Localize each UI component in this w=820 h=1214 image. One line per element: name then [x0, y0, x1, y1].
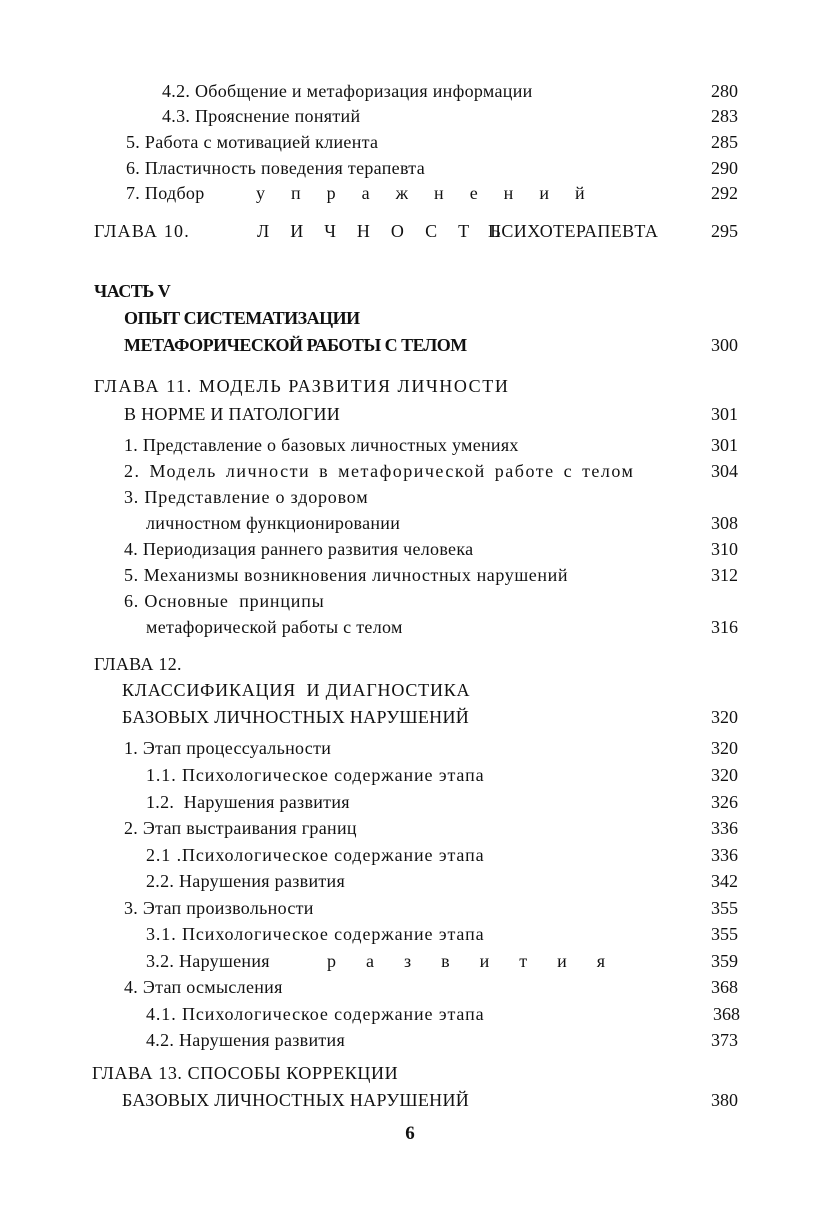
toc-entry-page: 304	[711, 461, 738, 481]
toc-entry-page: 368	[713, 1004, 740, 1024]
toc-entry-title: 1.2. Нарушения развития	[146, 792, 350, 812]
toc-entry-page: 355	[711, 898, 738, 918]
toc-entry-page: 280	[711, 81, 738, 101]
toc-chapter-title-line1: ГЛАВА 13. СПОСОБЫ КОРРЕКЦИИ	[92, 1063, 399, 1083]
toc-chapter-title-spread: ЛИЧНОСТЬ	[257, 221, 522, 241]
toc-entry-page: 301	[711, 404, 738, 424]
toc-chapter-title-line2: БАЗОВЫХ ЛИЧНОСТНЫХ НАРУШЕНИЙ	[122, 707, 470, 727]
toc-entry-page: 326	[711, 792, 738, 812]
toc-entry-page: 320	[711, 707, 738, 727]
toc-entry	[0, 562, 820, 588]
toc-entry-title: 7. Подбор	[126, 183, 205, 203]
toc-chapter-title: ПСИХОТЕРАПЕВТА	[488, 221, 659, 241]
toc-entry-title: 4.2. Нарушения развития	[146, 1030, 346, 1050]
toc-entry-title: 4.2. Обобщение и метафоризация информации	[162, 81, 533, 101]
toc-entry	[0, 842, 820, 868]
toc-entry	[0, 588, 820, 614]
toc-entry-title: 3.2. Нарушения	[146, 951, 270, 971]
toc-entry	[0, 868, 820, 894]
toc-entry-page: 292	[711, 183, 738, 203]
toc-chapter	[0, 373, 820, 399]
toc-entry-title: 3. Этап произвольности	[124, 898, 314, 918]
toc-chapter	[0, 1060, 820, 1086]
toc-entry-page: 295	[711, 221, 738, 241]
toc-entry-title: 2.1 .Психологическое содержание этапа	[146, 845, 485, 865]
toc-part-title	[0, 305, 820, 331]
toc-entry	[0, 921, 820, 947]
toc-entry-page: 308	[711, 513, 738, 533]
toc-entry-page: 373	[711, 1030, 738, 1050]
toc-part-title	[0, 332, 820, 358]
toc-chapter	[0, 651, 820, 677]
toc-entry	[0, 78, 820, 104]
toc-entry	[0, 1027, 820, 1053]
toc-entry-title: 6. Пластичность поведения терапевта	[126, 158, 425, 178]
toc-entry-page: 310	[711, 539, 738, 559]
toc-entry	[0, 974, 820, 1000]
toc-entry-page: 342	[711, 871, 738, 891]
toc-entry-title-line2: личностном функционировании	[146, 513, 401, 533]
toc-chapter	[0, 704, 820, 730]
toc-entry-title-spread: упражнений	[256, 183, 611, 203]
toc-entry-title: 1.1. Психологическое содержание этапа	[146, 765, 485, 785]
toc-chapter-label: ГЛАВА 10.	[94, 221, 190, 241]
toc-entry	[0, 815, 820, 841]
toc-part	[0, 278, 820, 304]
toc-entry-title: 2.2. Нарушения развития	[146, 871, 346, 891]
toc-entry	[0, 1001, 820, 1027]
toc-entry	[0, 536, 820, 562]
toc-entry-title: 5. Работа с мотивацией клиента	[126, 132, 379, 152]
toc-chapter	[0, 401, 820, 427]
toc-entry	[0, 735, 820, 761]
toc-chapter-label: ГЛАВА 12.	[94, 654, 182, 674]
toc-entry-page: 316	[711, 617, 738, 637]
toc-entry	[0, 484, 820, 510]
toc-entry-title: 2. Этап выстраивания границ	[124, 818, 357, 838]
toc-entry	[0, 155, 820, 181]
toc-entry	[0, 458, 820, 484]
toc-entry-page: 336	[711, 845, 738, 865]
toc-entry	[0, 129, 820, 155]
toc-entry-title: 4. Этап осмысления	[124, 977, 283, 997]
toc-entry	[0, 948, 820, 974]
toc-entry-title: 4.1. Психологическое содержание этапа	[146, 1004, 485, 1024]
toc-entry-page: 359	[711, 951, 738, 971]
toc-entry-title: 6. Основные принципы	[124, 591, 325, 611]
toc-entry-page: 312	[711, 565, 738, 585]
page-number: 6	[405, 1123, 415, 1144]
toc-part-label: ЧАСТЬ V	[94, 281, 171, 301]
toc-entry-page: 320	[711, 738, 738, 758]
toc-entry-title: 4. Периодизация раннего развития человека	[124, 539, 474, 559]
toc-entry-page: 355	[711, 924, 738, 944]
toc-entry	[0, 510, 820, 536]
toc-entry-page: 285	[711, 132, 738, 152]
toc-entry-title: 1. Этап процессуальности	[124, 738, 332, 758]
toc-chapter	[0, 218, 820, 244]
toc-entry-title: 4.3. Прояснение понятий	[162, 106, 361, 126]
toc-chapter-title-line2: В НОРМЕ И ПАТОЛОГИИ	[124, 404, 341, 424]
toc-entry-page: 336	[711, 818, 738, 838]
toc-chapter-title: ГЛАВА 11. МОДЕЛЬ РАЗВИТИЯ ЛИЧНОСТИ	[94, 376, 510, 396]
toc-entry-title: 2. Модель личности в метафорической работе с телом	[124, 461, 635, 481]
toc-chapter	[0, 677, 820, 703]
toc-entry-page: 368	[711, 977, 738, 997]
toc-entry	[0, 895, 820, 921]
toc-entry	[0, 614, 820, 640]
toc-entry-title: 3. Представление о здоровом	[124, 487, 369, 507]
toc-entry	[0, 762, 820, 788]
toc-entry-page: 283	[711, 106, 738, 126]
toc-entry-page: 301	[711, 435, 738, 455]
toc-entry-title-spread: развития	[327, 951, 636, 971]
toc-entry-title: 1. Представление о базовых личностных умениях	[124, 435, 519, 455]
toc-entry	[0, 180, 820, 206]
toc-entry-page: 320	[711, 765, 738, 785]
toc-chapter	[0, 1087, 820, 1113]
toc-entry	[0, 789, 820, 815]
toc-entry-title: 5. Механизмы возникновения личностных нарушений	[124, 565, 569, 585]
toc-part-title-line2: МЕТАФОРИЧЕСКОЙ РАБОТЫ С ТЕЛОМ	[124, 335, 467, 355]
toc-entry	[0, 103, 820, 129]
toc-chapter-title-line2: БАЗОВЫХ ЛИЧНОСТНЫХ НАРУШЕНИЙ	[122, 1090, 470, 1110]
toc-entry-page: 290	[711, 158, 738, 178]
toc-entry-page: 380	[711, 1090, 738, 1110]
toc-entry-page: 300	[711, 335, 738, 355]
toc-entry-title-line2: метафорической работы с телом	[146, 617, 403, 637]
toc-part-title-line1: ОПЫТ СИСТЕМАТИЗАЦИИ	[124, 308, 360, 328]
toc-chapter-title-line1: КЛАССИФИКАЦИЯ И ДИАГНОСТИКА	[122, 680, 471, 700]
toc-entry	[0, 432, 820, 458]
toc-entry-title: 3.1. Психологическое содержание этапа	[146, 924, 485, 944]
